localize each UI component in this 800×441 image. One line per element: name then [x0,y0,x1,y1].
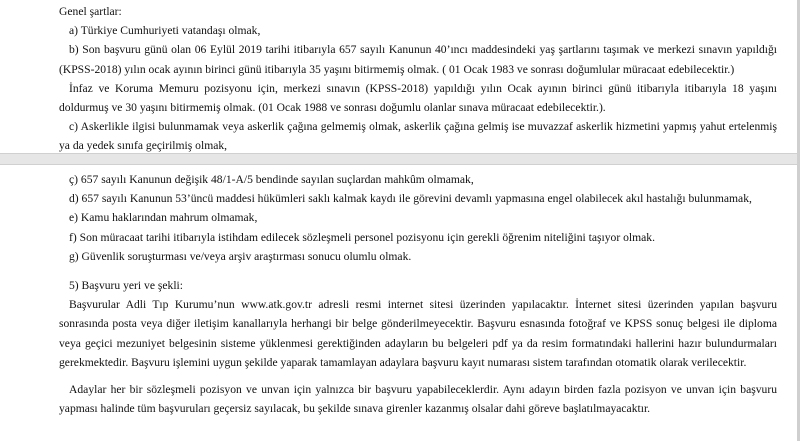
condition-f: f) Son müracaat tarihi itibarıyla istihdam edilecek sözleşmeli personel pozisyonu için gerekli öğrenim niteliğini taşıyor olmak. [69,230,655,244]
condition-a: a) Türkiye Cumhuriyeti vatandaşı olmak, [69,24,261,38]
condition-b: b) Son başvuru günü olan 06 Eylül 2019 tarihi itibarıyla 657 sayılı Kanunun 40’ıncı maddesindeki yaş şartlarını taşımak ve merkezi sınavın yapıldığı (KPSS-2018) yılın ocak ayının birinci günü itibarıyla 35 yaşını bitirmemiş olmak. ( 01 Ocak 1983 ve sonrası doğumlular müracaat edebilecektir.) [59,43,777,76]
condition-c-cedilla: ç) 657 sayılı Kanunun değişik 48/1-A/5 bendinde sayılan suçlardan mahkûm olmamak, [69,173,474,186]
application-section-title: 5) Başvuru yeri ve şekli: [69,279,183,293]
document-top-page [59,2,777,156]
application-paragraph-2: Adaylar her bir sözleşmeli pozisyon ve unvan için yalnızca bir başvuru yapabileceklerdir. Aynı adayın birden fazla pozisyon ve unvan için başvuru yapması halinde tüm başvuruları geçersiz sayılacak, bu şekilde sınava girenler kazanmış olsalar dahi göreve başlatılmayacaktır. [59,383,777,416]
condition-e: e) Kamu haklarından mahrum olmamak, [69,211,258,225]
page-break-divider [0,153,800,165]
condition-c: c) Askerlikle ilgisi bulunmamak veya askerlik çağına gelmemiş olmak, askerlik çağına gelmiş ise muvazzaf askerlik hizmetini yapmış yahut ertelenmiş ya da yedek sınıfa geçirilmiş olmak, [59,120,777,153]
application-paragraph-1: Başvurular Adli Tıp Kurumu’nun www.atk.gov.tr adresli resmi internet sitesi üzerinden yapılacaktır. İnternet sitesi üzerinden yapılan başvuru sonrasında posta veya diğer iletişim kanallarıyla herhangi bir belge gönderilmeyecektir. Başvuru esnasında fotoğraf ve KPSS sonuç belgesi ile diploma veya geçici mezuniyet belgesinin sisteme yüklenmesi gerektiğinden adayların bu belgeleri pdf ya da resim formatındaki hallerini hazır bulundurmaları gerekmektedir. Başvuru işlemini uygun şekilde yaparak tamamlayan adaylara başvuru kayıt numarası sistem tarafından otomatik olarak verilecektir. [59,298,777,369]
condition-d: d) 657 sayılı Kanunun 53’üncü maddesi hükümleri saklı kalmak kaydı ile görevini devamlı yapmasına engel olabilecek akıl hastalığı bulunmamak, [69,192,752,206]
spacer [59,266,777,276]
document-bottom-page [59,170,777,418]
general-conditions-heading: Genel şartlar: [59,5,122,18]
spacer [59,372,777,380]
condition-b-guard: İnfaz ve Koruma Memuru pozisyonu için, merkezi sınavın (KPSS-2018) yapıldığı yılın Ocak ayının birinci günü itibarıyla itibarıyla 18 yaşını doldurmuş ve 30 yaşını bitirmemiş olmak. (01 Ocak 1988 ve sonrası doğumlu olanlar sınava müracaat edebilecektir.). [59,81,777,115]
condition-g: g) Güvenlik soruşturması ve/veya arşiv araştırması sonucu olumlu olmak. [69,249,412,263]
